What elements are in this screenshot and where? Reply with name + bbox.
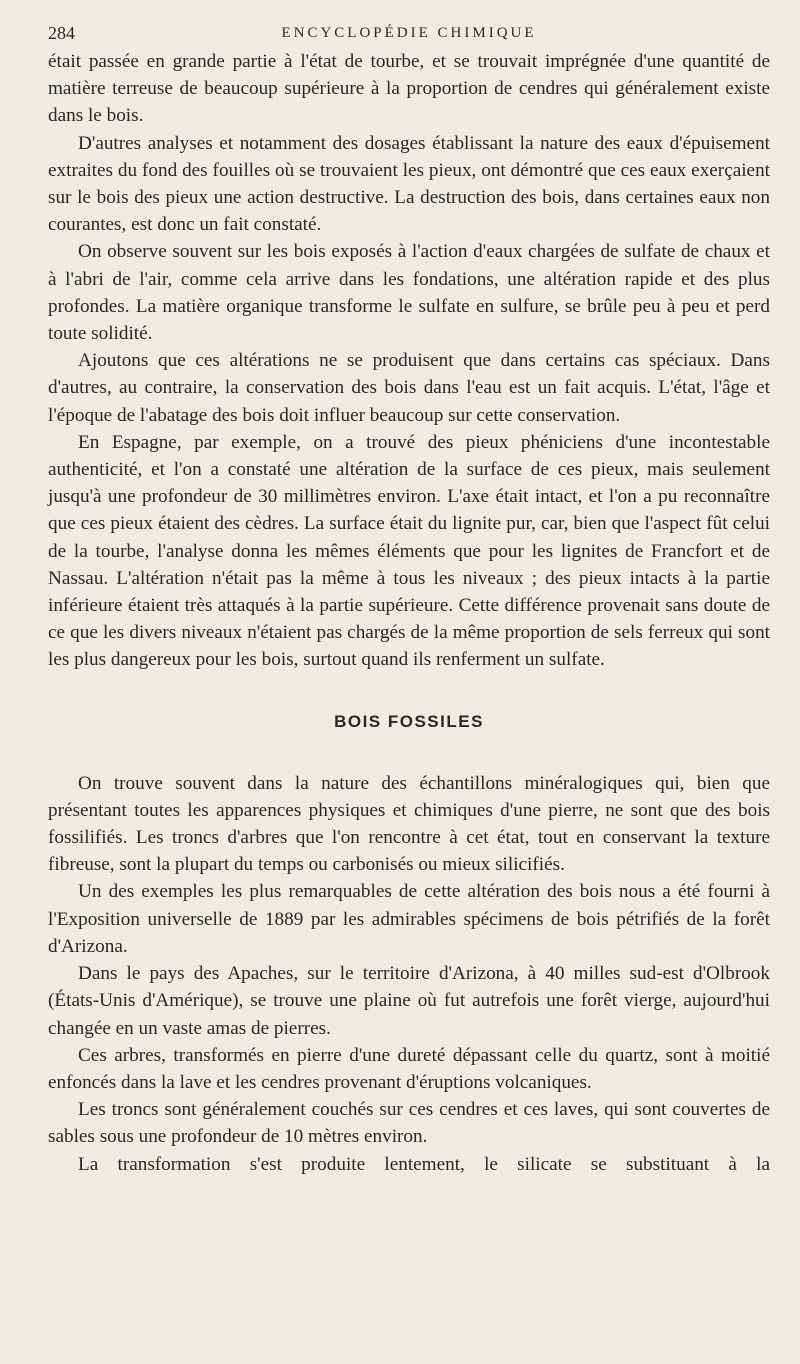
paragraph: Les troncs sont généralement couchés sur ces cendres et ces laves, qui sont couvertes de sables sous une profondeur de 10 mètres environ.	[48, 1099, 770, 1148]
paragraph: En Espagne, par exemple, on a trouvé des pieux phéniciens d'une incontestable authenticité, et l'on a constaté une altération de la surface de ces pieux, mais seulement jusqu'à une profondeur de 30 millimètres environ. L'axe était intact, et l'on a pu reconnaître que ces pieux étaient des cèdres. La surface était du lignite pur, car, bien que l'aspect fût celui de la tourbe, l'analyse donna les mêmes éléments que pour les lignites de Francfort et de Nassau. L'altération n'était pas la même à tous les niveaux ; des pieux intacts à la partie inférieure étaient très attaqués à la partie supérieure. Cette différence provenait sans doute de ce que les divers niveaux n'étaient pas chargés de la même proportion de sels ferreux qui sont les plus dangereux pour les bois, surtout quand ils renferment un sulfate.	[48, 431, 770, 671]
paragraph: Ces arbres, transformés en pierre d'une dureté dépassant celle du quartz, sont à moitié enfoncés dans la lave et les cendres provenant d'éruptions volcaniques.	[48, 1044, 770, 1093]
paragraph: était passée en grande partie à l'état de tourbe, et se trouvait imprégnée d'une quantité de matière terreuse de beaucoup supérieure à la proportion de cendres qui généralement existe dans le bois.	[48, 51, 770, 127]
section-title: BOIS FOSSILES	[334, 711, 484, 731]
paragraph: On observe souvent sur les bois exposés à l'action d'eaux chargées de sulfate de chaux et à l'abri de l'air, comme cela arrive dans les fondations, une altération rapide et des plus profondes. La matière organique transforme le sulfate en sulfure, se brûle peu à peu et perd toute solidité.	[48, 241, 770, 345]
page-number: 284	[48, 23, 75, 43]
paragraph: La transformation s'est produite lentement, le silicate se substituant à la	[78, 1153, 770, 1175]
running-title: ENCYCLOPÉDIE CHIMIQUE	[281, 25, 537, 41]
paragraph: On trouve souvent dans la nature des échantillons minéralogiques qui, bien que présentant toutes les apparences physiques et chimiques d'une pierre, ne sont que des bois fossilifiés. Les troncs d'arbres que l'on rencontre à cet état, tout en conservant la texture fibreuse, sont la plupart du temps ou carbonisés ou mieux silicifiés.	[48, 772, 770, 876]
paragraph: Dans le pays des Apaches, sur le territoire d'Arizona, à 40 milles sud-est d'Olbrook (États-Unis d'Amérique), se trouve une plaine où fut autrefois une forêt vierge, aujourd'hui changée en un vaste amas de pierres.	[48, 963, 770, 1039]
paragraph: Ajoutons que ces altérations ne se produisent que dans certains cas spéciaux. Dans d'autres, au contraire, la conservation des bois dans l'eau est un fait acquis. L'état, l'âge et l'époque de l'abatage des bois doit influer beaucoup sur cette conservation.	[48, 350, 770, 426]
body-text	[48, 48, 770, 1178]
paragraph: D'autres analyses et notamment des dosages établissant la nature des eaux d'épuisement extraites du fond des fouilles où se trouvaient les pieux, ont démontré que ces eaux exerçaient sur le bois des pieux une action destructive. La destruction des bois, dans certaines eaux non courantes, est donc un fait constaté.	[48, 132, 770, 236]
page-header	[48, 18, 770, 48]
paragraph: Un des exemples les plus remarquables de cette altération des bois nous a été fourni à l'Exposition universelle de 1889 par les admirables spécimens de bois pétrifiés de la forêt d'Arizona.	[48, 881, 770, 957]
